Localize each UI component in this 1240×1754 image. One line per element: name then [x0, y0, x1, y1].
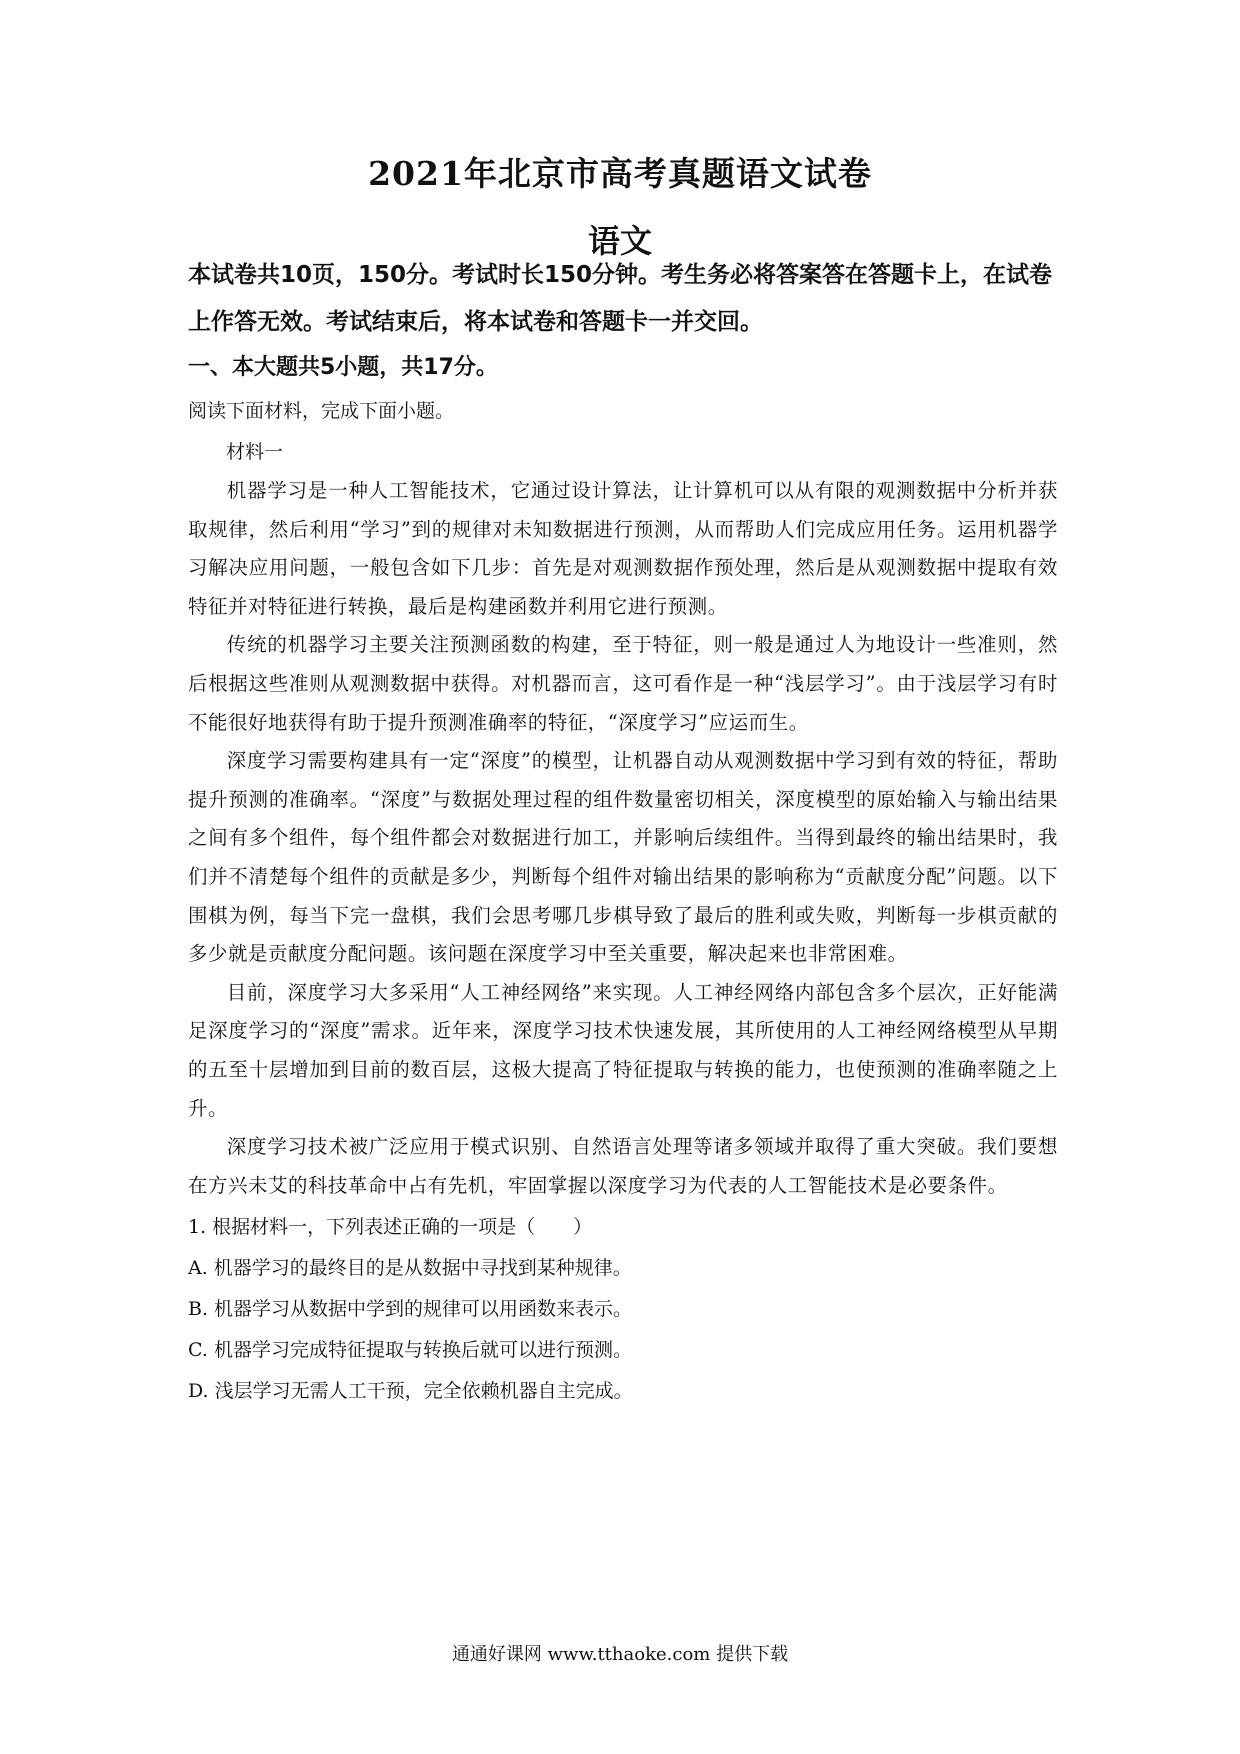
answer-option-b: B. 机器学习从数据中学到的规律可以用函数来表示。	[188, 1298, 633, 1321]
page-footer: 通通好课网 www.tthaoke.com 提供下载	[451, 1644, 789, 1665]
subject-heading: 语文	[587, 222, 652, 260]
material-paragraph: 深度学习需要构建具有一定“深度”的模型，让机器自动从观测数据中学习到有效的特征，帮助提升预测的准确率。“深度”与数据处理过程的组件数量密切相关，深度模型的原始输入与输出结果之间有多个组件，每个组件都会对数据进行加工，并影响后续组件。当得到最终的输出结果时，我们并不清楚每个组件的贡献是多少，判断每个组件对输出结果的影响称为“贡献度分配”问题。以下围棋为例，每当下完一盘棋，我们会思考哪几步棋导致了最后的胜利或失败，判断每一步棋贡献的多少就是贡献度分配问题。该问题在深度学习中至关重要，解决起来也非常困难。	[188, 749, 1058, 966]
exam-instructions: 本试卷共10页，150分。考试时长150分钟。考生务必将答案答在答题卡上，在试卷上作答无效。考试结束后，将本试卷和答题卡一并交回。	[188, 262, 1053, 335]
material-title: 材料一	[226, 441, 284, 463]
material-paragraph: 机器学习是一种人工智能技术，它通过设计算法，让计算机可以从有限的观测数据中分析并获取规律，然后利用“学习”到的规律对未知数据进行预测，从而帮助人们完成应用任务。运用机器学习解决应用问题，一般包含如下几步：首先是对观测数据作预处理，然后是从观测数据中提取有效特征并对特征进行转换，最后是构建函数并利用它进行预测。	[188, 479, 1058, 618]
answer-option-d: D. 浅层学习无需人工干预，完全依赖机器自主完成。	[188, 1380, 633, 1403]
material-paragraph: 深度学习技术被广泛应用于模式识别、自然语言处理等诸多领域并取得了重大突破。我们要想在方兴未艾的科技革命中占有先机，牢固掌握以深度学习为代表的人工智能技术是必要条件。	[188, 1135, 1058, 1197]
material-paragraph: 传统的机器学习主要关注预测函数的构建，至于特征，则一般是通过人为地设计一些准则，然后根据这些准则从观测数据中获得。对机器而言，这可看作是一种“浅层学习”。由于浅层学习有时不能很好地获得有助于提升预测准确率的特征，“深度学习”应运而生。	[188, 633, 1058, 734]
answer-option-a: A. 机器学习的最终目的是从数据中寻找到某种规律。	[188, 1257, 632, 1280]
exam-title: 2021年北京市高考真题语文试卷	[368, 154, 872, 193]
answer-option-c: C. 机器学习完成特征提取与转换后就可以进行预测。	[188, 1339, 632, 1362]
exam-body	[188, 252, 1058, 1412]
reading-lead: 阅读下面材料，完成下面小题。	[188, 400, 455, 422]
section-heading: 一、本大题共5小题，共17分。	[188, 355, 498, 380]
question-stem: 1. 根据材料一，下列表述正确的一项是（ ）	[188, 1216, 593, 1239]
material-paragraph: 目前，深度学习大多采用“人工神经网络”来实现。人工神经网络内部包含多个层次，正好能满足深度学习的“深度”需求。近年来，深度学习技术快速发展，其所使用的人工神经网络模型从早期的五至十层增加到目前的数百层，这极大提高了特征提取与转换的能力，也使预测的准确率随之上升。	[188, 980, 1058, 1120]
